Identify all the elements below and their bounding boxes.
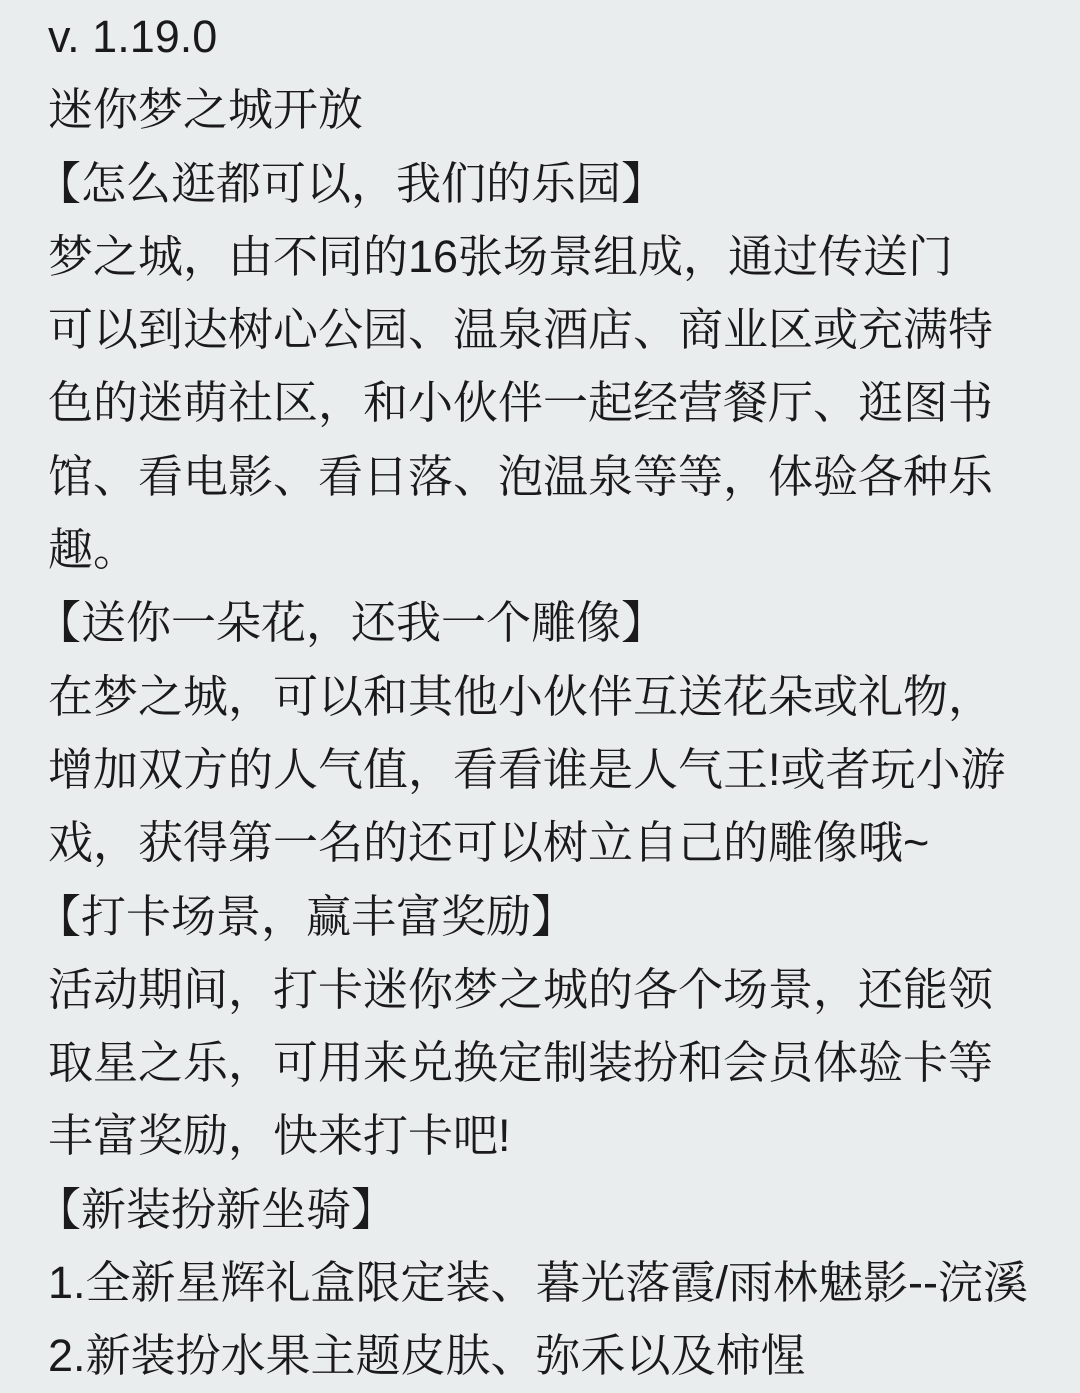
section-heading: 【打卡场景，赢丰富奖励】 — [36, 890, 577, 942]
body-line: 梦之城，由不同的16张场景组成，通过传送门 — [48, 230, 954, 282]
body-line: 馆、看电影、看日落、泡温泉等等，体验各种乐 — [48, 450, 994, 502]
body-line: 2.新装扮水果主题皮肤、弥禾以及柿惺 — [48, 1330, 806, 1382]
body-line: 取星之乐，可用来兑换定制装扮和会员体验卡等 — [48, 1037, 994, 1089]
section-heading: 【送你一朵花，还我一个雕像】 — [36, 597, 667, 649]
section-heading: 【新装扮新坐骑】 — [36, 1183, 397, 1235]
body-line: 增加双方的人气值，看看谁是人气王!或者玩小游 — [48, 743, 1006, 795]
body-line: 在梦之城，可以和其他小伙伴互送花朵或礼物， — [48, 670, 994, 722]
body-line: 色的迷萌社区，和小伙伴一起经营餐厅、逛图书 — [48, 377, 994, 429]
body-line: 1.全新星辉礼盒限定装、暮光落霞/雨林魅影--浣溪 — [48, 1257, 1029, 1309]
body-line: 丰富奖励，快来打卡吧! — [48, 1110, 511, 1162]
body-line: 活动期间，打卡迷你梦之城的各个场景，还能领 — [48, 963, 994, 1015]
version-label: v. 1.19.0 — [48, 11, 218, 62]
body-line: 趣。 — [48, 524, 139, 576]
sections-container — [0, 147, 1080, 1393]
section-heading: 【怎么逛都可以，我们的乐园】 — [36, 157, 667, 209]
body-line: 戏，获得第一名的还可以树立自己的雕像哦~ — [48, 817, 930, 869]
update-title: 迷你梦之城开放 — [48, 84, 364, 136]
body-line: 可以到达树心公园、温泉酒店、商业区或充满特 — [48, 304, 994, 356]
